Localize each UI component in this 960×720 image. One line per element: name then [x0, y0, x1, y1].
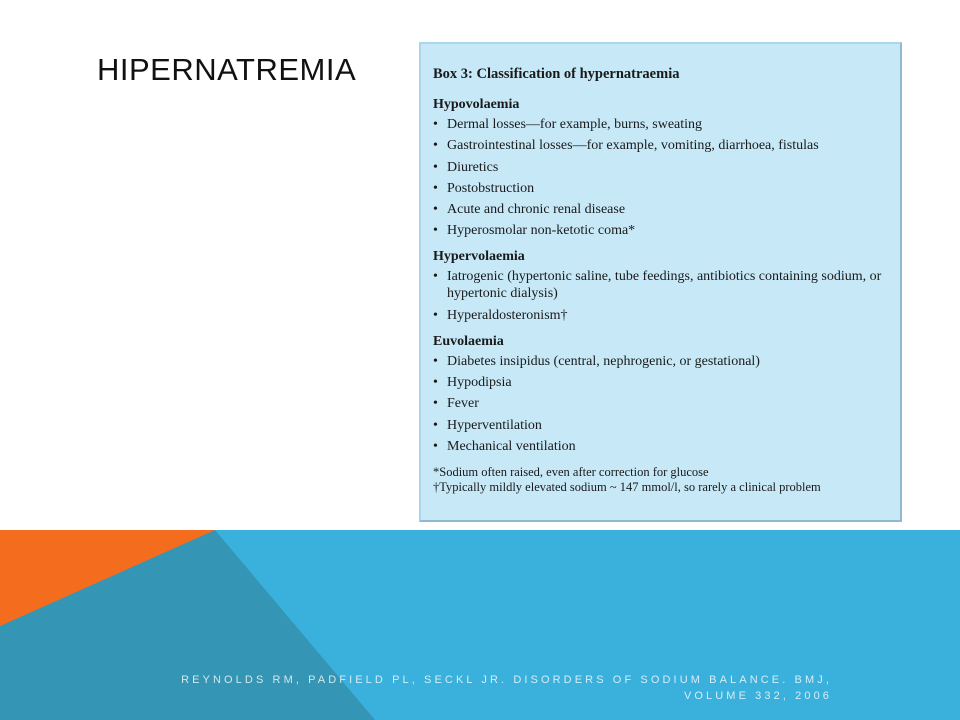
list-item: • Hypodipsia: [433, 375, 512, 391]
list-item: • Fever: [433, 396, 479, 412]
section-heading: Euvolaemia: [433, 333, 504, 349]
list-item: • Hyperaldosteronism†: [433, 307, 568, 323]
bullet-icon: •: [433, 307, 438, 323]
bullet-icon: •: [433, 180, 438, 196]
list-item: • Iatrogenic (hypertonic saline, tube feedings, antibiotics containing sodium, or hypertonic dialysis): [433, 269, 882, 302]
section-heading: Hypovolaemia: [433, 97, 520, 112]
bullet-icon: •: [433, 117, 438, 132]
section-hypervolaemia: [433, 249, 890, 323]
footnotes: [433, 465, 890, 495]
list-item: • Hyperosmolar non-ketotic coma*: [433, 223, 636, 239]
classification-box: [419, 42, 902, 522]
list-item: • Acute and chronic renal disease: [433, 202, 626, 218]
list-item: • Hyperventilation: [433, 417, 542, 433]
slide-title: HIPERNATREMIA: [97, 52, 357, 87]
footnote: *Sodium often raised, even after correction for glucose: [433, 464, 709, 479]
list-item: • Mechanical ventilation: [433, 438, 576, 454]
bullet-icon: •: [433, 438, 438, 454]
bullet-icon: •: [433, 396, 438, 412]
bullet-icon: •: [433, 375, 438, 391]
citation: REYNOLDS RM, PADFIELD PL, SECKL JR. DISORDERS OF SODIUM BALANCE. BMJ, VOLUME 332, 2006: [181, 674, 832, 702]
section-heading: Hypervolaemia: [433, 249, 525, 265]
bullet-icon: •: [433, 269, 438, 285]
bullet-icon: •: [433, 223, 438, 239]
list-item: • Postobstruction: [433, 180, 535, 196]
box-title: Box 3: Classification of hypernatraemia: [433, 66, 680, 82]
bullet-icon: •: [433, 159, 438, 175]
bullet-icon: •: [433, 202, 438, 218]
list-item: • Diuretics: [433, 159, 499, 175]
list-item: • Diabetes insipidus (central, nephrogenic, or gestational): [433, 353, 760, 369]
section-euvolaemia: [433, 334, 890, 455]
footnote: †Typically mildly elevated sodium ~ 147 mmol/l, so rarely a clinical problem: [433, 479, 821, 494]
bullet-icon: •: [433, 417, 438, 433]
section-hypovolaemia: [433, 97, 890, 239]
list-item: • Gastrointestinal losses—for example, vomiting, diarrhoea, fistulas: [433, 138, 819, 154]
bullet-icon: •: [433, 353, 438, 369]
list-item: • Dermal losses—for example, burns, sweating: [433, 117, 703, 132]
bullet-icon: •: [433, 138, 438, 154]
